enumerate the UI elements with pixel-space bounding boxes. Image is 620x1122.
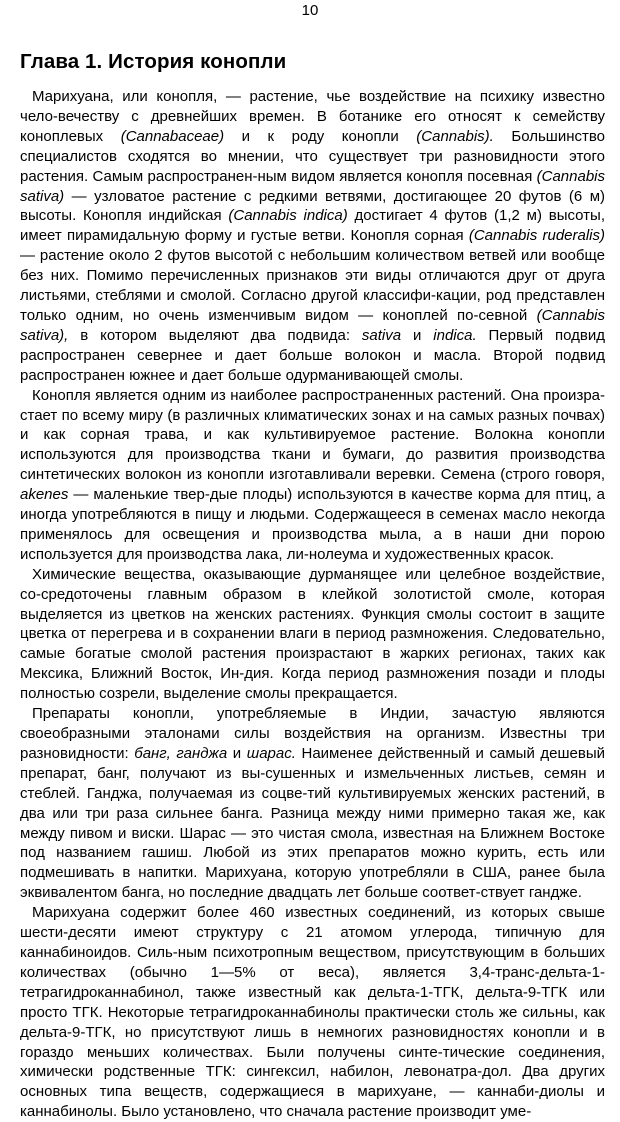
chapter-title: Глава 1. История конопли xyxy=(20,50,287,73)
italic-term: akenes xyxy=(20,486,69,504)
italic-term: indica. xyxy=(433,326,477,344)
italic-term: (Cannabis indica) xyxy=(228,207,348,225)
text-run: Первый подвид распространен севернее и дает больше волокон и масла. Второй подвид распространен южнее и дает больше одурманивающей смолы. xyxy=(20,326,605,384)
paragraph-botany xyxy=(20,87,605,386)
paragraph-resin xyxy=(20,565,605,704)
text-run: и xyxy=(227,744,247,762)
italic-term: (Cannabis sativa) xyxy=(20,167,605,205)
text-run: Большинство специалистов сходятся во мнении, что существует три разновидности этого растения. Самым распространен-ным видом является конопля посевная xyxy=(20,127,605,185)
italic-term: (Cannabis ruderalis) xyxy=(468,227,606,245)
italic-term: банг, ганджа xyxy=(134,744,228,762)
text-run: и xyxy=(401,326,434,344)
text-run: — маленькие твер-дые плоды) используются в качестве корма для птиц, а иногда употребляются в пищу и людьми. Содержащееся в семенах масло некогда применялось для освещения и производства мыла, а в наши дни порою используется для производства лака, ли-нолеума и художественных красок. xyxy=(20,486,605,563)
text-run: Препараты конопли, употребляемые в Индии, зачастую являются своеобразными эталонами силы воздействия на организм. Известны три разновидности: xyxy=(20,705,605,762)
page-number: 10 xyxy=(301,2,319,19)
italic-term: (Cannabis sativa), xyxy=(20,306,605,344)
text-run: достигает 4 футов (1,2 м) высоты, имеет пирамидальную форму и густые ветви. Конопля сорная xyxy=(20,207,605,245)
italic-term: шарас. xyxy=(246,744,296,762)
text-run: — узловатое растение с редкими ветвями, достигающее 20 футов (6 м) высоты. Конопля индийская xyxy=(20,187,605,225)
body-text xyxy=(20,87,605,1122)
italic-term: (Cannabaceae) xyxy=(120,127,225,145)
paragraph-compounds xyxy=(20,903,605,1122)
text-run: Конопля является одним из наиболее распространенных растений. Она произра-стает по всему миру (в различных климатических зонах и на самых разных почвах) и как сорная трава, и как культивируемое растение. Волокна конопли используются для производства ткани и бумаги, до развития производства синтетических волокон из конопли изготавливали веревки. Семена (строго говоря, xyxy=(20,386,605,484)
text-run: Марихуана содержит более 460 известных соединений, из которых свыше шести-десяти имеют структуру с 21 атомом углерода, типичную для каннабиноидов. Силь-ным психотропным веществом, присутствующим в больших количествах (обычно 1—5% от веса), является 3,4-транс-дельта-1-тетрагидроканнабинол, также известный как дельта-1-ТГК, дельта-9-ТГК или просто ТГК. Некоторые тетрагидроканнабинолы практически столь же сильны, как дельта-9-ТГК, но присутствуют лишь в немногих разновидностях конопли и в гораздо меньших количествах. Были получены синте-тические соединения, химически родственные ТГК: сингексил, набилон, левонатра-дол. Два других основных типа веществ, содержащиеся в марихуане, — каннаби-диолы и каннабинолы. Было установлено, что сначала растение производит уме- xyxy=(20,904,605,1121)
text-run: и к роду конопли xyxy=(224,127,417,145)
paragraph-distribution xyxy=(20,386,605,565)
text-run: Химические вещества, оказывающие дурманящее или целебное воздействие, со-средоточены главным образом в клейкой золотистой смоле, которая выделяется из цветков на женских растениях. Функция смолы состоит в защите цветка от перегрева и в сохранении влаги в период размножения. Следовательно, самые богатые смолой растения произрастают в жарких регионах, таких как Мексика, Ближний Восток, Ин-дия. Когда период размножения позади и плоды полностью созрели, выделение смолы прекращается. xyxy=(20,565,605,703)
italic-term: (Cannabis). xyxy=(416,127,494,145)
italic-term: sativa xyxy=(361,326,402,344)
paragraph-india-preparations xyxy=(20,704,605,903)
text-run: — растение около 2 футов высотой с небольшим количеством ветвей или вообще без них. Помимо перечисленных признаков эти виды отличаются друг от друга листьями, стеблями и смолой. Согласно другой классифи-кации, род представлен только одним, но очень изменчивым видом — коноплей по-севной xyxy=(20,247,605,324)
text-run: в котором выделяют два подвида: xyxy=(68,326,362,344)
text-run: Марихуана, или конопля, — растение, чье воздействие на психику известно чело-вечеству с древнейших времен. В ботанике его относят к семейству коноплевых xyxy=(20,88,605,145)
text-run: Наименее действенный и самый дешевый препарат, банг, получают из вы-сушенных и измельченных листьев, семян и стеблей. Ганджа, получаемая из соцве-тий культивируемых женских растений, в два или три раза сильнее банга. Разница между ними примерно такая же, как между пивом и виски. Шарас — это чистая смола, известная на Ближнем Востоке под названием гашиш. Любой из этих препаратов можно курить, есть или подмешивать в напитки. Марихуана, которую употребляли в США, ранее была эквивалентом банга, но последние двадцать лет больше соответ-ствует гандже. xyxy=(20,744,606,902)
